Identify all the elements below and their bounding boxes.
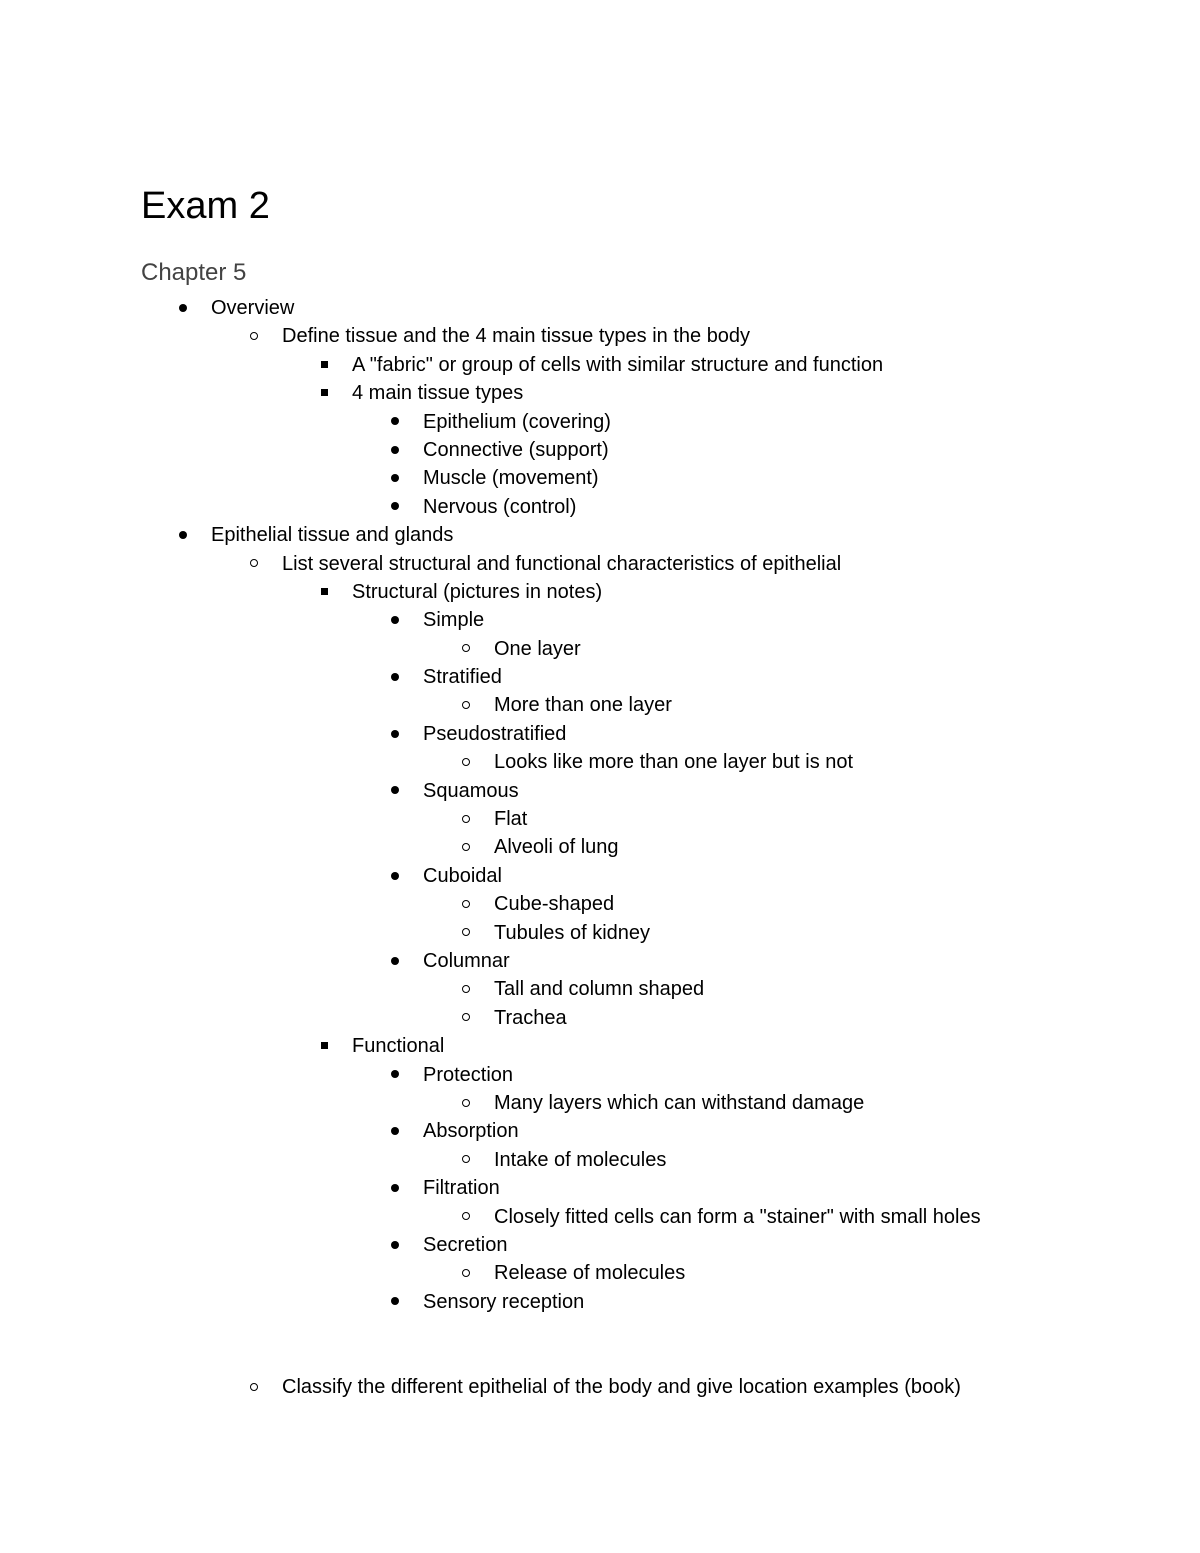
list-item (0, 862, 1200, 890)
bullet-circle-icon (456, 1089, 476, 1117)
list-item (0, 919, 1200, 947)
list-item-text: Connective (support) (423, 438, 609, 461)
list-item (0, 1032, 1200, 1060)
bullet-disc-icon (385, 1061, 405, 1089)
bullet-circle-icon (244, 1373, 264, 1401)
bullet-circle-icon (456, 975, 476, 1003)
list-item (0, 1288, 1200, 1316)
list-item-text: A "fabric" or group of cells with similar structure and function (352, 353, 884, 376)
list-item (0, 351, 1200, 379)
bullet-disc-icon (385, 464, 405, 492)
list-item-text: Nervous (control) (423, 495, 577, 518)
list-item-text: Closely fitted cells can form a "stainer" with small holes (494, 1205, 981, 1228)
bullet-disc-icon (385, 720, 405, 748)
list-item (0, 521, 1200, 549)
bullet-disc-icon (385, 1231, 405, 1259)
list-item-text: Filtration (423, 1177, 500, 1200)
bullet-disc-icon (385, 606, 405, 634)
list-item (0, 464, 1200, 492)
list-item (0, 748, 1200, 776)
document-title: Exam 2 (141, 185, 270, 227)
bullet-circle-icon (456, 890, 476, 918)
bullet-circle-icon (456, 805, 476, 833)
list-item-text: Secretion (423, 1233, 508, 1256)
list-item-text: Cuboidal (423, 864, 502, 887)
bullet-disc-icon (385, 1174, 405, 1202)
list-item-text: Pseudostratified (423, 722, 567, 745)
bullet-disc-icon (385, 408, 405, 436)
blank-line (0, 1344, 1200, 1372)
list-item-text: Tall and column shaped (494, 978, 705, 1001)
list-item-text: Alveoli of lung (494, 836, 619, 859)
bullet-square-icon (314, 1032, 334, 1060)
bullet-disc-icon (173, 521, 193, 549)
list-item (0, 691, 1200, 719)
blank-line (0, 1316, 1200, 1344)
list-item (0, 1146, 1200, 1174)
list-item (0, 550, 1200, 578)
list-item (0, 1259, 1200, 1287)
list-item-text: Functional (352, 1035, 445, 1058)
bullet-circle-icon (456, 691, 476, 719)
bullet-disc-icon (385, 947, 405, 975)
bullet-square-icon (314, 379, 334, 407)
list-item (0, 408, 1200, 436)
list-item-text: More than one layer (494, 694, 672, 717)
bullet-circle-icon (456, 1259, 476, 1287)
list-item (0, 379, 1200, 407)
list-item-text: Squamous (423, 779, 519, 802)
bullet-disc-icon (385, 493, 405, 521)
list-item (0, 1117, 1200, 1145)
list-item-text: Define tissue and the 4 main tissue types in the body (282, 325, 751, 348)
bullet-circle-icon (456, 748, 476, 776)
list-item-text: Intake of molecules (494, 1148, 667, 1171)
list-item-text: Structural (pictures in notes) (352, 580, 603, 603)
bullet-circle-icon (456, 1203, 476, 1231)
list-item-text: Columnar (423, 949, 510, 972)
list-item-text: 4 main tissue types (352, 382, 524, 405)
list-item-text: Epithelial tissue and glands (211, 524, 454, 547)
list-item-text: List several structural and functional characteristics of epithelial (282, 552, 842, 575)
list-item (0, 890, 1200, 918)
bullet-circle-icon (244, 550, 264, 578)
list-item (0, 1174, 1200, 1202)
bullet-square-icon (314, 351, 334, 379)
bullet-disc-icon (385, 862, 405, 890)
list-item-text: Release of molecules (494, 1262, 686, 1285)
list-item-text: Trachea (494, 1006, 567, 1029)
list-item-text: Flat (494, 808, 528, 831)
bullet-disc-icon (385, 663, 405, 691)
bullet-circle-icon (456, 833, 476, 861)
list-item (0, 975, 1200, 1003)
list-item-text: Epithelium (covering) (423, 410, 611, 433)
list-item-text: Absorption (423, 1120, 519, 1143)
list-item-text: Sensory reception (423, 1290, 585, 1313)
list-item (0, 1061, 1200, 1089)
bullet-disc-icon (385, 436, 405, 464)
list-item (0, 805, 1200, 833)
list-item-text: Many layers which can withstand damage (494, 1091, 865, 1114)
bullet-circle-icon (456, 919, 476, 947)
list-item (0, 1231, 1200, 1259)
list-item (0, 294, 1200, 322)
list-item (0, 493, 1200, 521)
list-item (0, 578, 1200, 606)
chapter-heading: Chapter 5 (141, 259, 247, 286)
list-item-text: Cube-shaped (494, 893, 615, 916)
bullet-circle-icon (244, 322, 264, 350)
outline-list (0, 294, 1200, 1401)
list-item (0, 663, 1200, 691)
list-item-text: Tubules of kidney (494, 921, 651, 944)
list-item-text: Simple (423, 609, 485, 632)
list-item (0, 322, 1200, 350)
bullet-disc-icon (385, 1117, 405, 1145)
list-item-text: One layer (494, 637, 581, 660)
list-item-text: Protection (423, 1063, 514, 1086)
bullet-disc-icon (385, 777, 405, 805)
bullet-circle-icon (456, 1004, 476, 1032)
list-item-text: Classify the different epithelial of the body and give location examples (book) (282, 1375, 961, 1398)
list-item (0, 606, 1200, 634)
list-item (0, 833, 1200, 861)
list-item (0, 635, 1200, 663)
list-item (0, 777, 1200, 805)
bullet-disc-icon (173, 294, 193, 322)
bullet-circle-icon (456, 1146, 476, 1174)
list-item-text: Overview (211, 297, 295, 319)
list-item (0, 1004, 1200, 1032)
bullet-square-icon (314, 578, 334, 606)
list-item-text: Stratified (423, 666, 502, 689)
list-item (0, 1203, 1200, 1231)
list-item-text: Muscle (movement) (423, 467, 599, 490)
list-item (0, 947, 1200, 975)
list-item (0, 720, 1200, 748)
list-item (0, 1089, 1200, 1117)
bullet-disc-icon (385, 1288, 405, 1316)
list-item (0, 436, 1200, 464)
bullet-circle-icon (456, 635, 476, 663)
list-item (0, 1373, 1200, 1401)
list-item-text: Looks like more than one layer but is not (494, 751, 854, 774)
